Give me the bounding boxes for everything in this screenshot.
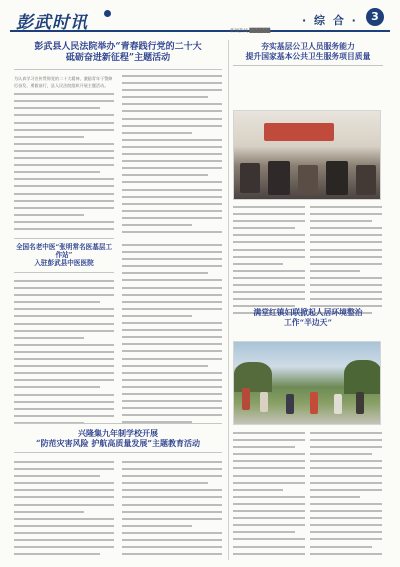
logo-dot-icon: [104, 10, 111, 17]
masthead: [10, 8, 390, 32]
tcm-body-right: [122, 244, 222, 428]
health-body-text-col2: [310, 206, 382, 314]
school-bottom-rule: [14, 452, 222, 453]
health-headline-line2: 提升国家基本公共卫生服务项目质量: [245, 51, 371, 61]
tcm-headline-line1: 全国名老中医“张明常名医基层工作站”: [15, 243, 113, 260]
attendee-figure: [326, 161, 348, 195]
column-divider: [228, 40, 229, 560]
attendee-figure: [240, 163, 260, 193]
health-body-right: [310, 206, 382, 320]
health-body-text-col1: [233, 206, 305, 314]
tcm-body-text-col2: [122, 244, 222, 423]
school-body-right: [122, 461, 222, 560]
tcm-top-rule: [14, 238, 114, 239]
tree-shape: [344, 360, 381, 394]
volunteer-figure: [310, 392, 318, 414]
court-article: [14, 42, 222, 70]
court-body-text-col1: [14, 93, 114, 230]
tcm-body-text-col1: [14, 280, 114, 424]
volunteer-figure: [334, 394, 342, 414]
court-body-left: [14, 75, 114, 235]
banner-shape: [264, 123, 334, 141]
volunteer-figure: [242, 388, 250, 410]
date-line: 新闻热线 ██████: [230, 29, 271, 34]
village-body-text-col2: [310, 432, 382, 555]
health-headline-line1: 夯实基层公卫人员服务能力: [261, 42, 355, 51]
tcm-headline-block: [14, 238, 114, 273]
village-headline-line1: 满堂红镇妇联掀起人居环境整治: [253, 308, 363, 317]
school-headline-block: [14, 423, 222, 453]
attendee-figure: [268, 161, 290, 195]
village-headline-line2: 工作“半边天”: [284, 317, 332, 327]
health-headline-rule: [233, 65, 383, 66]
section-label: · 综 合 ·: [302, 14, 358, 27]
school-body-text-col1: [14, 461, 114, 555]
health-body-left: [233, 206, 305, 320]
volunteer-figure: [286, 394, 294, 414]
tree-shape: [234, 362, 272, 392]
court-body-text-col2: [122, 75, 222, 233]
page-number-badge: 3: [366, 8, 384, 26]
village-body-right: [310, 432, 382, 560]
court-body-right: [122, 75, 222, 238]
attendee-figure: [298, 165, 318, 195]
village-headline-block: [233, 308, 383, 327]
school-body-text-col2: [122, 461, 222, 555]
court-headline-line2: 砥砺奋进新征程”主题活动: [65, 53, 171, 64]
school-headline-line1: 兴隆集九年制学校开展: [78, 428, 158, 438]
village-body-left: [233, 432, 305, 560]
school-headline-line2: “防范灾害风险 护航高质量发展”主题教育活动: [36, 438, 200, 448]
court-headline-line1: 彭武县人民法院举办“青春践行党的二十大: [34, 42, 202, 52]
volunteer-figure: [260, 392, 268, 412]
health-article: [233, 42, 383, 66]
newspaper-logo: 彭武时讯: [16, 13, 88, 33]
school-top-rule: [14, 423, 222, 424]
tcm-body-left: [14, 280, 114, 429]
court-headline-rule: [14, 69, 222, 70]
court-lead-text: 为认真学习宣传贯彻党的二十大精神，激励青年干警踔厉奋发、勇毅前行，县人民法院组织开展主题活动。: [14, 76, 113, 89]
tcm-headline-line2: 入驻彭武县中医医院: [34, 259, 94, 268]
tcm-bottom-rule: [14, 272, 114, 273]
attendee-figure: [356, 165, 376, 195]
training-meeting-photo: [233, 110, 381, 200]
volunteer-figure: [356, 392, 364, 414]
village-body-text-col1: [233, 432, 305, 555]
school-body-left: [14, 461, 114, 560]
village-cleanup-photo: [233, 341, 381, 425]
